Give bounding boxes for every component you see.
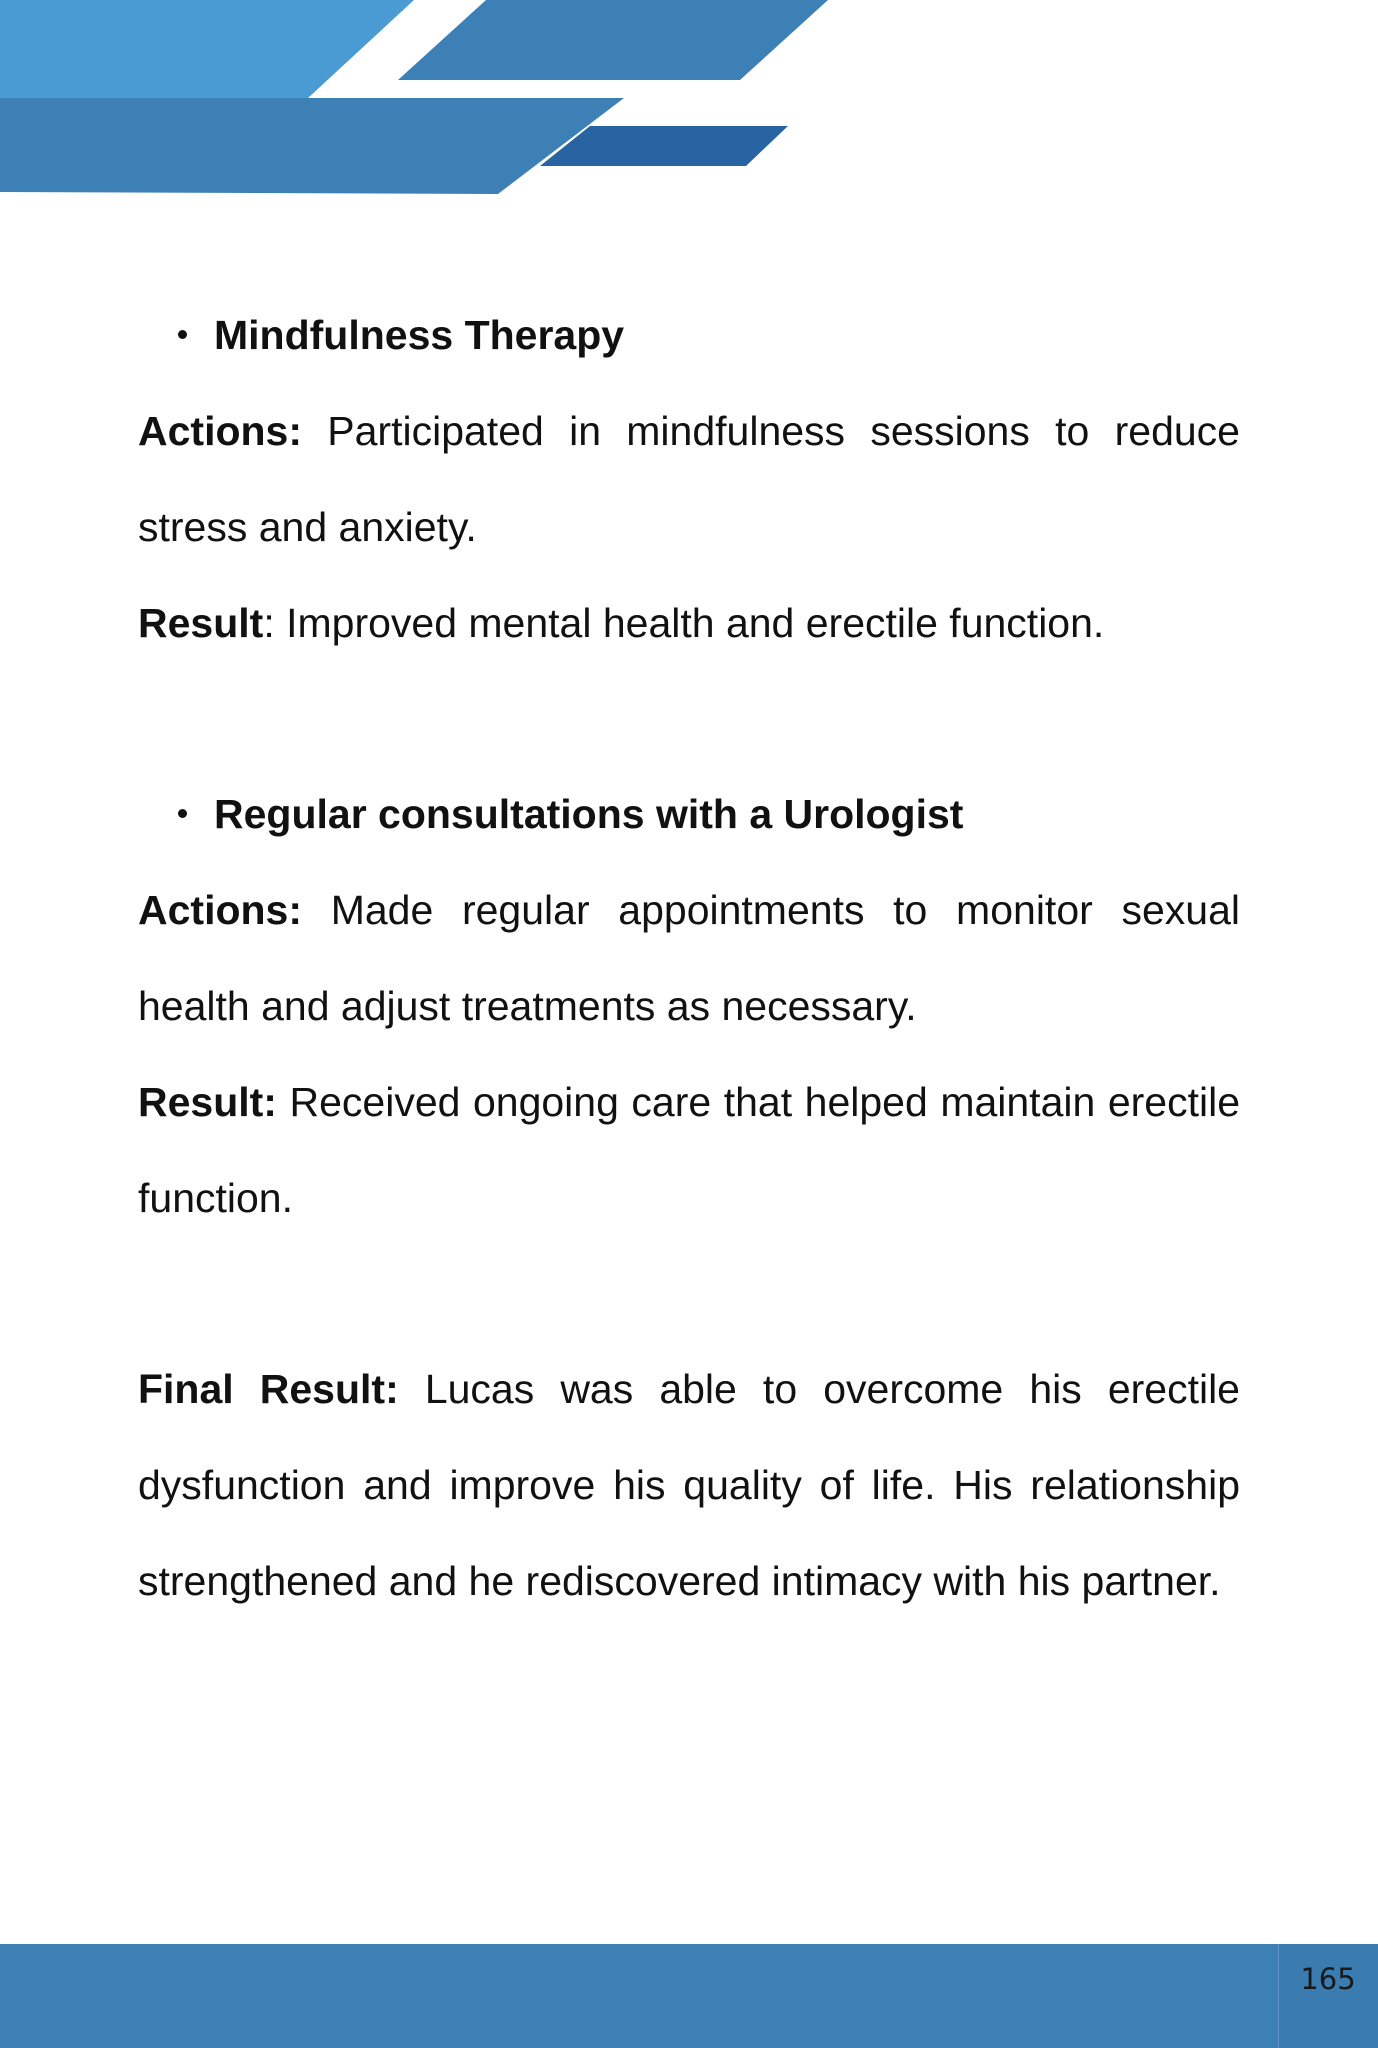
section-heading: Mindfulness Therapy <box>214 312 625 358</box>
bullet-dot-icon <box>178 330 187 339</box>
result-text: : Improved mental health and erectile function. <box>263 600 1105 646</box>
footer-bar <box>0 1944 1378 2048</box>
final-result-label: Final Result: <box>138 1366 399 1412</box>
actions-text: Participated in mindfulness sessions to reduce stress and anxiety. <box>138 408 1240 550</box>
header-band-lower <box>0 98 624 194</box>
header-band-light <box>0 0 414 98</box>
actions-label: Actions: <box>138 887 302 933</box>
result-paragraph <box>138 575 1240 671</box>
result-label: Result: <box>138 1079 277 1125</box>
actions-text: Made regular appointments to monitor sexual health and adjust treatments as necessary. <box>138 887 1240 1029</box>
result-paragraph <box>138 1054 1240 1246</box>
header-decoration <box>0 0 1378 210</box>
final-result-paragraph <box>138 1341 1240 1629</box>
bullet-dot-icon <box>178 809 187 818</box>
final-result-text: Lucas was able to overcome his erectile dysfunction and improve his quality of life. His relationship strengthened and he rediscovered intimacy with his partner. <box>138 1366 1240 1604</box>
result-text: Received ongoing care that helped maintain erectile function. <box>138 1079 1240 1221</box>
page-number-box <box>1278 1944 1378 2048</box>
actions-label: Actions: <box>138 408 302 454</box>
result-label: Result <box>138 600 264 646</box>
actions-paragraph <box>138 862 1240 1054</box>
actions-paragraph <box>138 383 1240 575</box>
section-heading: Regular consultations with a Urologist <box>214 791 964 837</box>
page-number: 165 <box>1300 1962 1356 1996</box>
header-band-top-right <box>398 0 828 80</box>
